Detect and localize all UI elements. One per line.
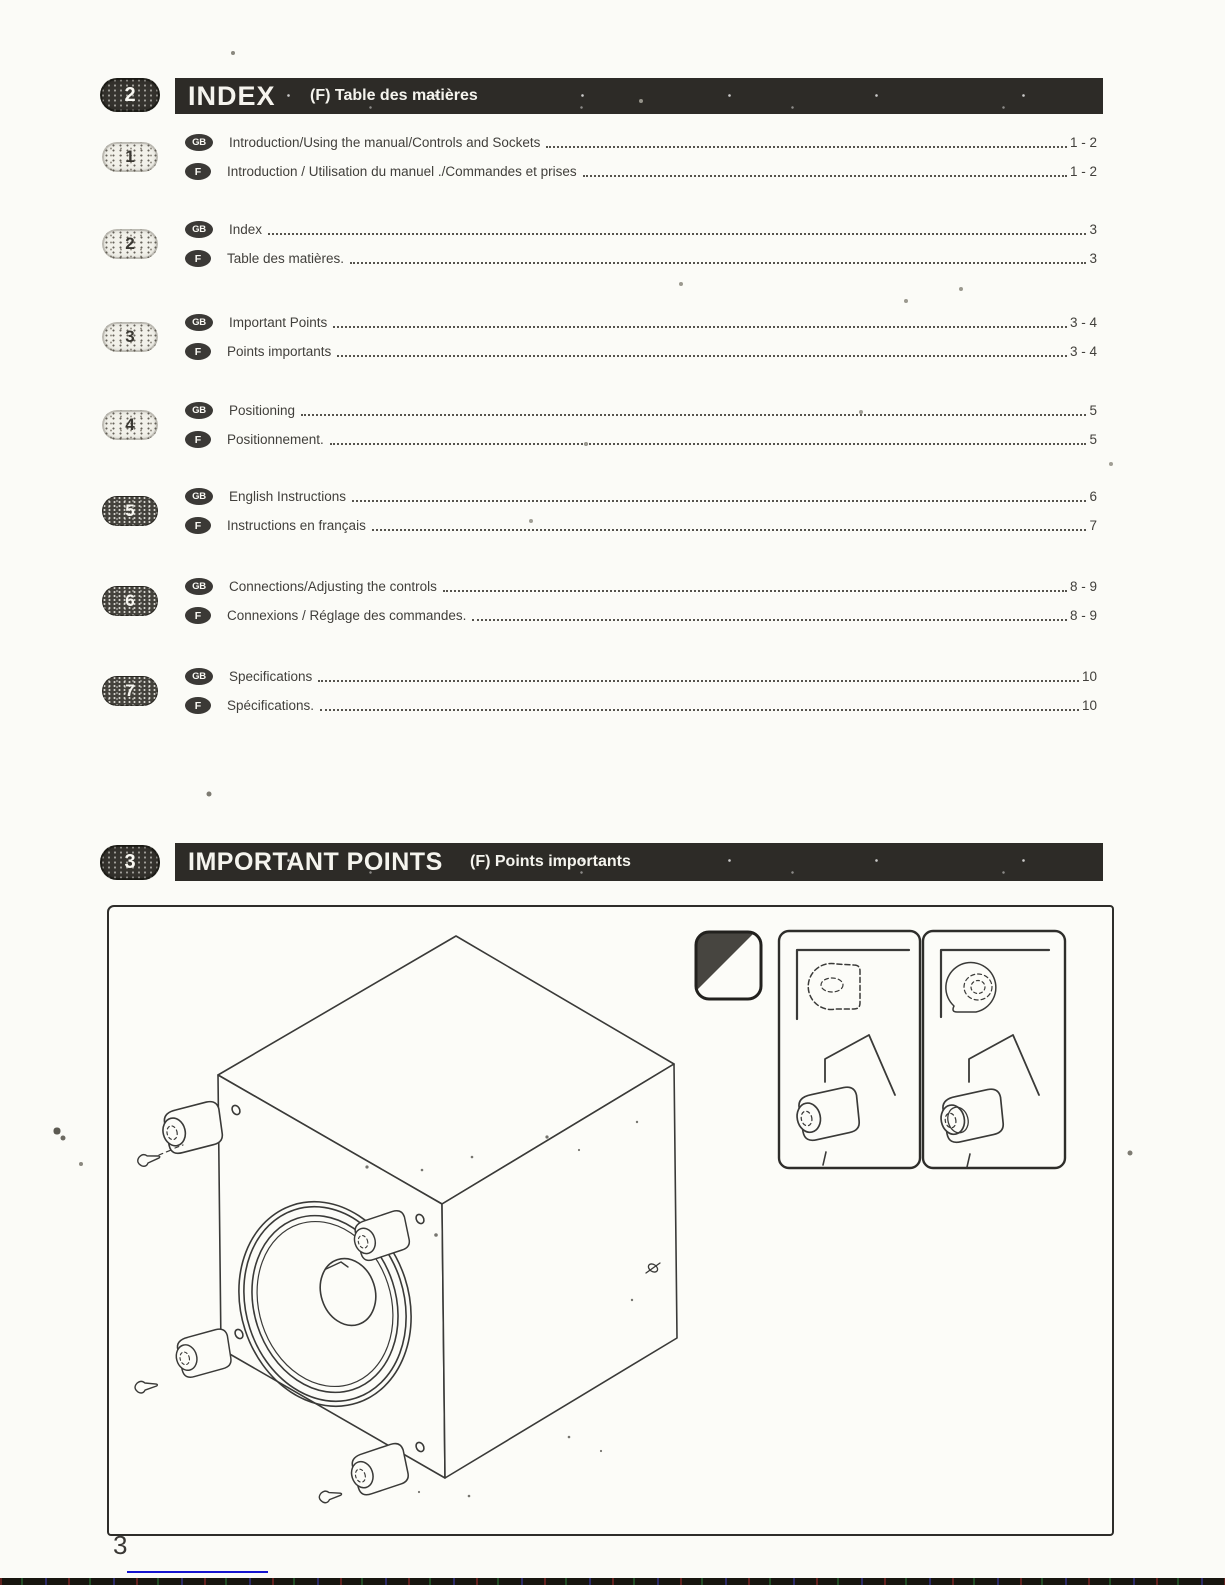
french-language-icon: F (185, 250, 211, 267)
toc-label: Introduction/Using the manual/Controls and Sockets (229, 135, 541, 150)
index-header-bar (175, 78, 1103, 114)
toc-page-number: 3 - 4 (1069, 315, 1097, 330)
toc-page-number: 1 - 2 (1069, 135, 1097, 150)
gb-language-icon: GB (185, 134, 213, 151)
toc-row (185, 572, 1097, 601)
dotted-leader (318, 680, 1079, 682)
toc-row (185, 337, 1097, 366)
toc-page-number: 10 (1081, 698, 1097, 713)
toc-label: Connexions / Réglage des commandes. (227, 608, 467, 623)
toc-page-number: 1 - 2 (1069, 164, 1097, 179)
toc-row (185, 425, 1097, 454)
screw (134, 1379, 158, 1394)
dotted-leader (352, 500, 1086, 502)
section-number-badge: 5 (102, 496, 158, 526)
toc-row (185, 308, 1097, 337)
toc-label: Points importants (227, 344, 332, 359)
toc-label: Table des matières. (227, 251, 345, 266)
toc-row (185, 244, 1097, 273)
toc-row (185, 128, 1097, 157)
foot-placement-panel-2 (923, 931, 1065, 1168)
gb-language-icon: GB (185, 221, 213, 238)
toc-page-number: 5 (1089, 432, 1097, 447)
toc-label: Introduction / Utilisation du manuel ./Commandes et prises (227, 164, 577, 179)
rubber-foot (172, 1327, 233, 1380)
dotted-leader (337, 355, 1067, 357)
dotted-leader (350, 262, 1086, 264)
gb-language-icon: GB (185, 314, 213, 331)
dotted-leader (546, 146, 1067, 148)
toc-row (185, 215, 1097, 244)
screw (136, 1151, 161, 1168)
toc-page-number: 3 (1089, 251, 1097, 266)
toc-row (185, 691, 1097, 720)
speaker-feet-illustration (107, 905, 1114, 1536)
toc-label: Important Points (229, 315, 328, 330)
toc-label: Instructions en français (227, 518, 366, 533)
toc-page-number: 7 (1089, 518, 1097, 533)
foot-placement-panel-1 (779, 931, 920, 1168)
index-title: INDEX (188, 80, 276, 111)
toc-row (185, 511, 1097, 540)
toc-page-number: 6 (1089, 489, 1097, 504)
blue-underline (127, 1571, 268, 1573)
toc-label: Specifications (229, 669, 313, 684)
french-language-icon: F (185, 343, 211, 360)
dotted-leader (301, 414, 1086, 416)
gb-language-icon: GB (185, 402, 213, 419)
section-number-badge: 4 (102, 410, 158, 440)
toc-row (185, 601, 1097, 630)
toc-row (185, 396, 1097, 425)
important-points-section-badge: 3 (100, 845, 160, 880)
scan-noise (0, 0, 2, 2)
important-points-title: IMPORTANT POINTS (188, 847, 443, 876)
dotted-leader (268, 233, 1086, 235)
toc-page-number: 5 (1089, 403, 1097, 418)
french-language-icon: F (185, 163, 211, 180)
half-dark-square-icon (696, 932, 761, 999)
french-language-icon: F (185, 431, 211, 448)
gb-language-icon: GB (185, 578, 213, 595)
rubber-foot (348, 1444, 408, 1495)
dotted-leader (333, 326, 1067, 328)
toc-row (185, 482, 1097, 511)
dotted-leader (583, 175, 1067, 177)
section-number-badge: 7 (102, 676, 158, 706)
section-number-badge: 1 (102, 142, 158, 172)
section-number-badge: 6 (102, 586, 158, 616)
french-language-icon: F (185, 607, 211, 624)
toc-label: Positionnement. (227, 432, 324, 447)
important-points-header-bar (175, 843, 1103, 881)
french-language-icon: F (185, 517, 211, 534)
toc-label: Spécifications. (227, 698, 315, 713)
page-number: 3 (113, 1530, 128, 1560)
toc-row (185, 662, 1097, 691)
gb-language-icon: GB (185, 668, 213, 685)
index-subtitle-french: (F) Table des matières (310, 87, 478, 104)
speaker-cabinet-line-drawing (109, 907, 1112, 1534)
toc-row (185, 157, 1097, 186)
dotted-leader (330, 443, 1087, 445)
french-language-icon: F (185, 697, 211, 714)
toc-page-number: 3 (1089, 222, 1097, 237)
toc-label: Positioning (229, 403, 296, 418)
index-section-badge: 2 (100, 78, 160, 112)
toc-label: Index (229, 222, 263, 237)
toc-label: English Instructions (229, 489, 347, 504)
dotted-leader (372, 529, 1087, 531)
toc-page-number: 10 (1081, 669, 1097, 684)
toc-page-number: 8 - 9 (1069, 579, 1097, 594)
dotted-leader (443, 590, 1067, 592)
scan-edge-band (0, 1578, 1225, 1585)
gb-language-icon: GB (185, 488, 213, 505)
toc-page-number: 3 - 4 (1069, 344, 1097, 359)
rubber-foot (158, 1098, 225, 1156)
dotted-leader (320, 709, 1079, 711)
toc-label: Connections/Adjusting the controls (229, 579, 437, 594)
important-points-subtitle-french: (F) Points importants (470, 853, 631, 870)
section-number-badge: 2 (102, 229, 158, 259)
screw (318, 1488, 342, 1504)
toc-page-number: 8 - 9 (1069, 608, 1097, 623)
section-number-badge: 3 (102, 322, 158, 352)
dotted-leader (472, 619, 1067, 621)
